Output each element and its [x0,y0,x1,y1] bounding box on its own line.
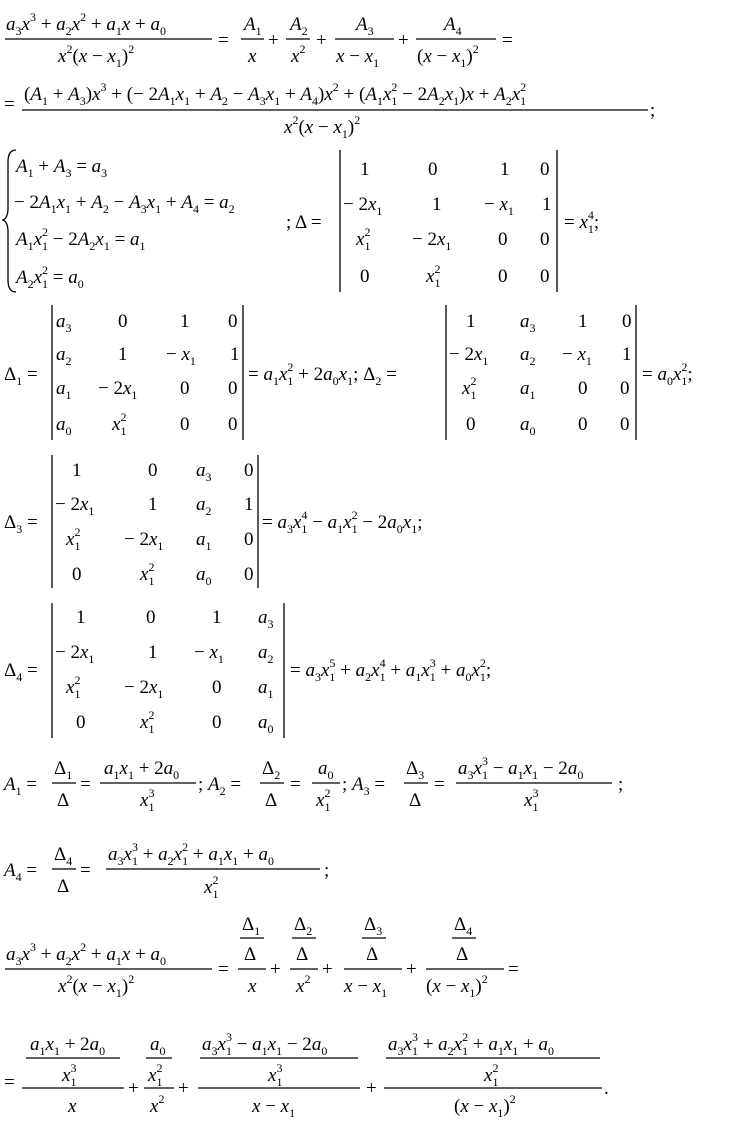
svg-text:x − x1: $x - x_1$ [336,46,380,70]
svg-text:+: + [406,959,417,980]
svg-text:=: = [80,860,91,881]
svg-text:Δ: Δ [296,944,309,965]
svg-text:x2(x − x1)2: $x^2(x - x_1)^2$ [58,972,135,1000]
svg-text:; A2 =: ; $A_2$ = [198,774,242,798]
svg-text:+: + [398,30,409,51]
svg-text:A1 + A3 = a3: $A_1 + A_3 = a_3$ [16,156,108,180]
svg-text:Δ: Δ [57,876,70,897]
svg-text:a1x1 + 2a0: $a_1x_1 + 2a_0$ [104,758,180,782]
svg-text:a0: $a_0$ [150,1034,166,1058]
svg-text:x2(x − x1)2: $x^2(x - x_1)^2$ [284,113,361,141]
svg-text:1010: 1 0 1 0 [360,159,550,180]
svg-text:x2(x − x1)2: $x^2(x - x_1)^2$ [58,42,135,70]
equation-5 [4,455,423,588]
svg-text:x12: $x_12$ [484,1061,499,1089]
svg-text:x12− 2x10a1: $x_12 - 2x_1$ 0 $a_1$ [66,673,274,701]
svg-text:+: + [178,1078,189,1099]
svg-text:a3x13 + a2x12 + a1x1 + a0: $a_3x_13 + a_2x_12 + a_1x_1 + a_0$ [108,840,274,868]
svg-text:x − x1: $x - x_1$ [252,1096,296,1120]
svg-text:Δ: Δ [409,790,422,811]
svg-text:x: x [248,976,257,997]
svg-text:=: = [4,1072,15,1093]
svg-text:= a0x12;: = $a_0x_12$; [642,360,693,388]
svg-text:− 2x11− x11: − $2x_1$ $1 - x_1$ 1 [343,194,552,218]
equation-10 [4,1030,609,1120]
svg-text:; Δ =: ; Δ = [286,212,322,233]
svg-text:; A3 =: ; $A_3$ = [342,774,386,798]
svg-text:x12: $x_12$ [204,873,219,901]
svg-text:;: ; [650,100,656,121]
svg-text:Δ: Δ [57,790,70,811]
svg-text:(x − x1)2: $(x - x_1)^2$ [417,42,479,70]
svg-text:− 2x11a21: − $2x_1$ 1 $a_2$ 1 [55,494,254,518]
svg-text:x13: $x_13$ [62,1061,77,1089]
svg-text:x12: $x_12$ [316,786,331,814]
svg-text:x12a100: $x_12$ $a_1$ 0 0 [462,374,630,402]
equation-8 [2,840,329,901]
svg-text:A3: $A_3$ [356,14,374,38]
svg-text:x12− 2x1a10: $x_12 - 2x_1$ $a_1$ 0 [66,525,254,553]
svg-text:x2: $x^2$ [150,1092,165,1117]
svg-text:.: . [604,1078,609,1099]
svg-text:a0x1200: $a_0$ $x_12$ 0 0 [56,410,238,438]
svg-text:101a3: 1 0 1 $a_3$ [76,607,274,631]
svg-text:a3x13 − a1x1 − 2a0: $a_3x_13 - a_1x_1 - 2a_0$ [202,1030,328,1058]
svg-text:=: = [502,30,513,51]
svg-text:x2: $x^2$ [296,972,311,997]
equation-1 [5,10,513,70]
svg-text:a1x1 + 2a0: $a_1x_1 + 2a_0$ [30,1034,106,1058]
svg-text:A1: $A_1$ [244,14,262,38]
svg-text:x13: $x_13$ [140,786,155,814]
svg-text:(x − x1)2: $(x - x_1)^2$ [454,1092,516,1120]
svg-text:Δ4: $\Delta_4$ [454,914,473,938]
svg-text:+: + [316,30,327,51]
svg-text:Δ2: $\Delta_2$ [262,758,281,782]
svg-text:Δ3 =: $\Delta_3$ = [4,512,38,536]
svg-text:=: = [508,959,519,980]
svg-text:= a3x15 + a2x14 + a1x13 + a0x1: = $a_3x_15 + a_2x_14 + a_1x_13 + a_0x_12$; [290,656,492,684]
svg-text:x13: $x_13$ [268,1061,283,1089]
svg-text:x: x [248,46,257,67]
svg-text:a1− 2x100: $a_1 - 2x_1$ 0 0 [56,378,238,402]
svg-text:0x12a00: 0 $x_12$ $a_0$ 0 [72,560,254,588]
svg-text:;: ; [324,860,330,881]
svg-text:0x120a0: 0 $x_12$ 0 $a_0$ [76,708,274,736]
svg-text:Δ: Δ [265,790,278,811]
svg-text:Δ3: $\Delta_3$ [406,758,425,782]
equation-3 [3,150,599,292]
svg-text:Δ1 =: $\Delta_1$ = [4,364,38,388]
svg-text:A2: $A_2$ [290,14,308,38]
svg-text:Δ1: $\Delta_1$ [242,914,261,938]
svg-text:= a3x14 − a1x12 − 2a0x1;: = $a_3x_14 - a_1x_12 - 2a_0x_1$; [262,508,423,536]
svg-text:+: + [366,1078,377,1099]
svg-text:1a310: 1 $a_3$ 1 0 [466,311,632,335]
svg-text:a3x13 − a1x1 − 2a0: $a_3x_13 - a_1x_1 - 2a_0$ [458,754,584,782]
svg-text:(A1 + A3)x3 + (− 2A1x1 + A2 −: $(A_1 + A_3)x^3$ + (− $2A_1x_1 + A_2 - A_3x_1 + A_4)x^2 + (A_1x_12 - 2A_2x_1)x + A_2x_12$ [24,80,527,108]
svg-text:10a30: 1 0 $a_3$ 0 [72,460,254,484]
svg-text:A2x12 = a0: $A_2x_12 = a_0$ [16,263,84,291]
svg-text:a3x3 + a2x2 + a1x + a0: $a_3x^3 + a_2x^2 + a_1x + a_0$ [6,10,166,38]
svg-text:a0: $a_0$ [318,758,334,782]
svg-text:=: = [434,774,445,795]
svg-text:− 2x1a2− x11: − $2x_1$ $a_2 - x_1$ 1 [449,344,632,368]
svg-text:a21− x11: $a_2$ $1 - x_1$ 1 [56,344,240,368]
svg-text:=: = [218,30,229,51]
equation-2 [4,80,655,141]
equation-7 [2,754,623,814]
svg-text:Δ: Δ [244,944,257,965]
svg-text:= x14;: = $x_14$; [564,208,600,236]
svg-text:Δ: Δ [366,944,379,965]
svg-text:x12: $x_12$ [148,1061,163,1089]
svg-text:x: x [68,1096,77,1117]
svg-text:Δ4 =: $\Delta_4$ = [4,660,38,684]
svg-text:A1x12 − 2A2x1 = a1: $A_1x_12 - 2A_2x_1 = a_1$ [16,225,146,253]
svg-text:Δ3: $\Delta_3$ [364,914,383,938]
svg-text:=: = [4,94,15,115]
svg-text:− 2x11− x1a2: − $2x_1$ $1 - x_1$ $a_2$ [55,642,274,666]
svg-text:a3x13 + a2x12 + a1x1 + a0: $a_3x_13 + a_2x_12 + a_1x_1 + a_0$ [388,1030,554,1058]
svg-text:x2: $x^2$ [291,42,306,67]
svg-text:A4 =: $A_4$ = [4,860,38,884]
equation-6 [4,603,491,738]
svg-text:a3010: $a_3$ 0 1 0 [56,311,238,335]
svg-text:=: = [290,774,301,795]
svg-text:;: ; [618,774,624,795]
svg-text:A4: $A_4$ [444,14,462,38]
equation-4 [4,305,693,440]
svg-text:+: + [270,959,281,980]
svg-text:=: = [80,774,91,795]
equation-9 [5,914,519,1000]
svg-text:+: + [322,959,333,980]
svg-text:Δ1: $\Delta_1$ [54,758,73,782]
svg-text:a3x3 + a2x2 + a1x + a0: $a_3x^3 + a_2x^2 + a_1x + a_0$ [6,940,166,968]
svg-text:= a1x12 + 2a0x1; Δ2 =: = $a_1x_12 + 2a_0x_1$; $\Delta_2$ = [248,360,397,388]
svg-text:x13: $x_13$ [524,786,539,814]
svg-text:A1 =: $A_1$ = [4,774,38,798]
svg-text:x − x1: $x - x_1$ [344,976,388,1000]
svg-text:0a000: 0 $a_0$ 0 0 [466,414,630,438]
svg-text:− 2A1x1 + A2 − A3x1 + A4 = a2: − $2A_1x_1 + A_2 - A_3x_1 + A_4 = a_2$ [14,192,235,216]
svg-text:x12− 2x100: $x_12 - 2x_1$ 0 0 [356,225,550,253]
svg-text:(x − x1)2: $(x - x_1)^2$ [426,972,488,1000]
svg-text:Δ2: $\Delta_2$ [294,914,313,938]
svg-text:Δ4: $\Delta_4$ [54,844,73,868]
svg-text:=: = [218,959,229,980]
svg-text:Δ: Δ [456,944,469,965]
svg-text:+: + [128,1078,139,1099]
svg-text:+: + [268,30,279,51]
svg-text:0x1200: 0 $x_12$ 0 0 [360,262,550,290]
